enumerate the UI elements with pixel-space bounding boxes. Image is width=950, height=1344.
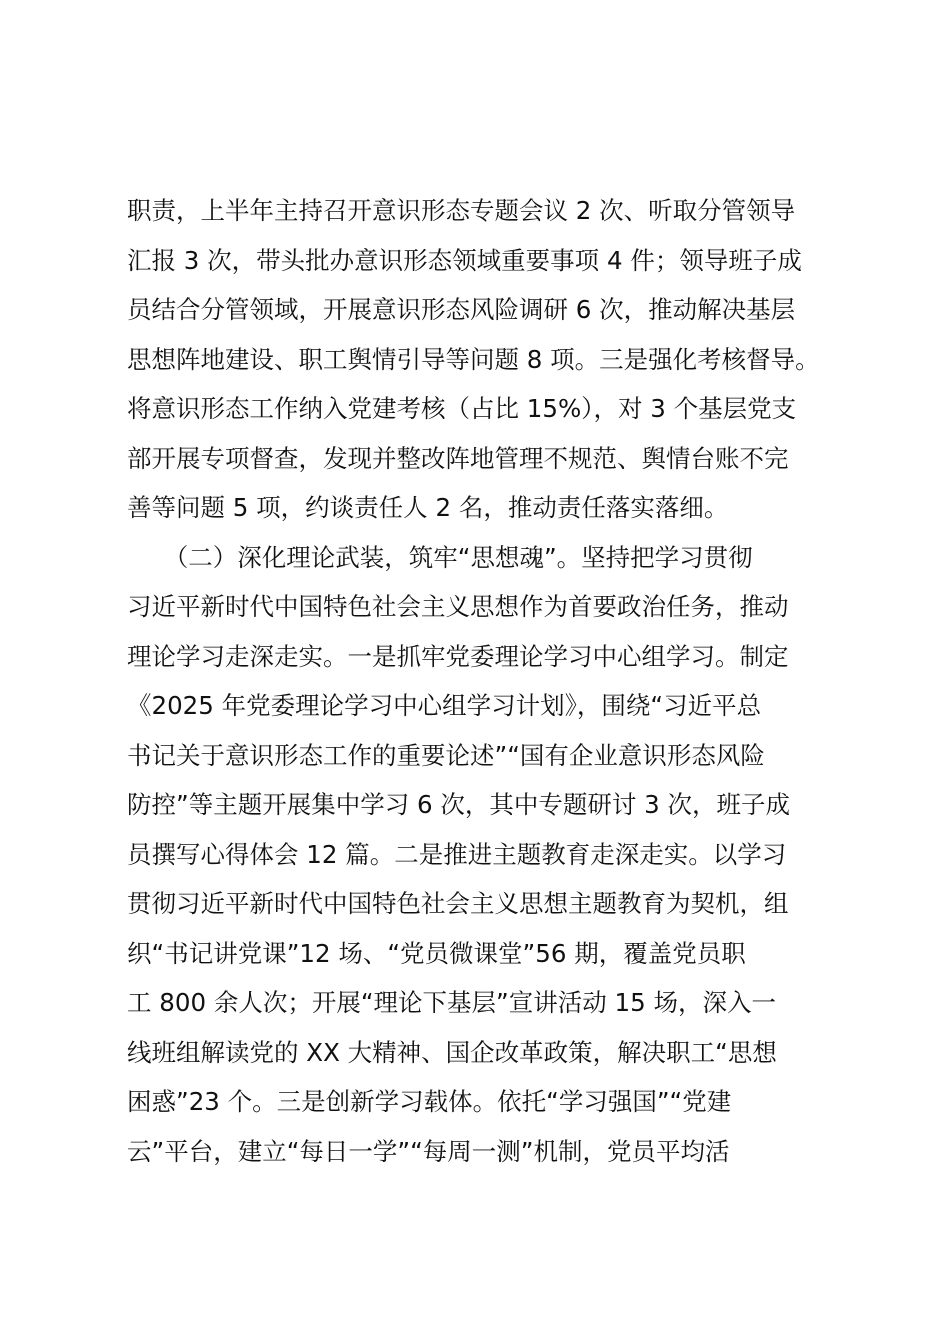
text-line: 理论学习走深走实。一是抓牢党委理论学习中心组学习。制定 xyxy=(127,641,789,671)
text-line: 习近平新时代中国特色社会主义思想作为首要政治任务，推动 xyxy=(127,592,789,621)
text-line: 善等问题 5 项，约谈责任人 2 名，推动责任落实落细。 xyxy=(127,493,729,522)
text-line: 困惑”23 个。三是创新学习载体。依托“学习强国”“党建 xyxy=(127,1087,732,1116)
text-line: 部开展专项督查，发现并整改阵地管理不规范、舆情台账不完 xyxy=(127,443,789,473)
text-line: 防控”等主题开展集中学习 6 次，其中专题研讨 3 次，班子成 xyxy=(127,790,791,819)
text-line: 贯彻习近平新时代中国特色社会主义思想主题教育为契机，组 xyxy=(127,889,789,918)
text-line: 织“书记讲党课”12 场、“党员微课堂”56 期，覆盖党员职 xyxy=(127,938,746,968)
text-line: 职责，上半年主持召开意识形态专题会议 2 次、听取分管领导 xyxy=(127,196,796,225)
section-heading-line: （二）深化理论武装，筑牢“思想魂”。坚持把学习贯彻 xyxy=(127,542,753,572)
text-line: 书记关于意识形态工作的重要论述”“国有企业意识形态风险 xyxy=(127,740,765,770)
text-line: 员结合分管领域，开展意识形态风险调研 6 次，推动解决基层 xyxy=(127,295,796,324)
text-line: 工 800 余人次；开展“理论下基层”宣讲活动 15 场，深入一 xyxy=(127,988,776,1017)
text-line: 云”平台，建立“每日一学”“每周一测”机制，党员平均活 xyxy=(127,1136,730,1166)
text-line: 汇报 3 次，带头批办意识形态领域重要事项 4 件；领导班子成 xyxy=(127,245,802,275)
text-line: 线班组解读党的 XX 大精神、国企改革政策，解决职工“思想 xyxy=(127,1037,777,1067)
text-line: 《2025 年党委理论学习中心组学习计划》，围绕“习近平总 xyxy=(127,691,762,720)
text-line: 员撰写心得体会 12 篇。二是推进主题教育走深走实。以学习 xyxy=(127,839,787,869)
text-line: 思想阵地建设、职工舆情引导等问题 8 项。三是强化考核督导。 xyxy=(127,344,820,374)
text-line: 将意识形态工作纳入党建考核（占比 15%），对 3 个基层党支 xyxy=(127,394,797,423)
document-body xyxy=(127,186,837,1176)
